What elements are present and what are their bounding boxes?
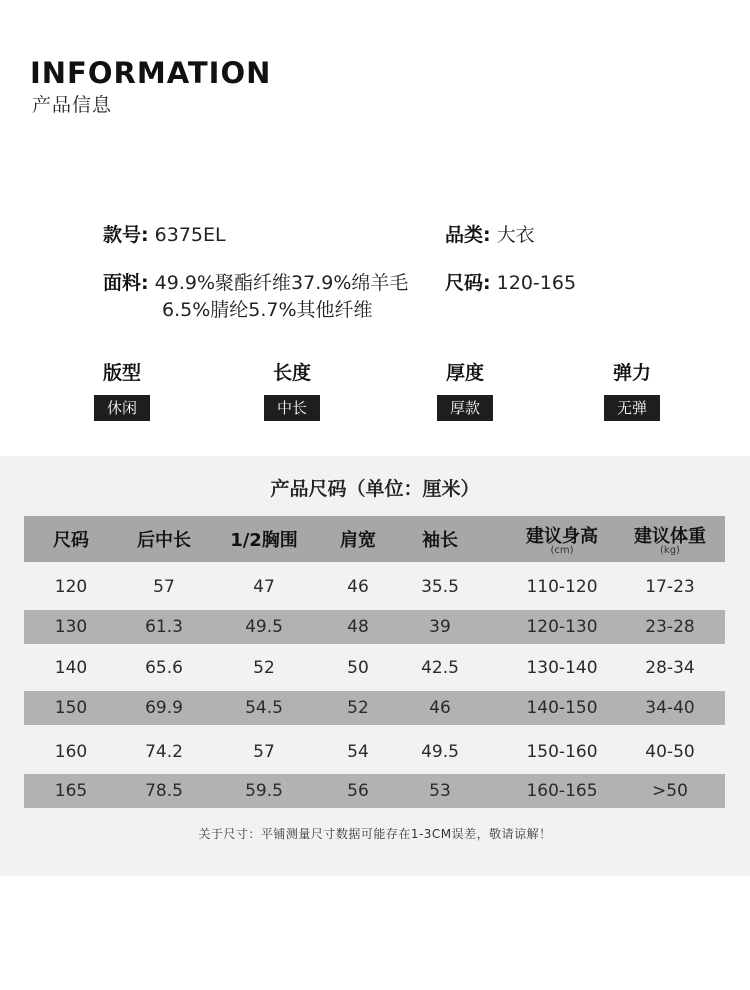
cell-half-chest: 59.5 bbox=[245, 781, 283, 801]
size-range-label: 尺码: bbox=[445, 272, 491, 294]
attribute-length-tag: 中长 bbox=[264, 395, 320, 421]
cell-size: 120 bbox=[54, 577, 88, 597]
cell-half-chest: 49.5 bbox=[245, 617, 283, 637]
header-weight bbox=[622, 516, 718, 562]
cell-height: 160-165 bbox=[526, 781, 598, 801]
cell-shoulder: 48 bbox=[347, 617, 369, 637]
cell-half-chest: 57 bbox=[253, 742, 275, 762]
attribute-thickness bbox=[410, 358, 520, 421]
attribute-elasticity-tag: 无弹 bbox=[604, 395, 660, 421]
cell-shoulder: 54 bbox=[347, 742, 369, 762]
header-half-chest-label: 1/2胸围 bbox=[230, 530, 298, 551]
cell-half-chest: 47 bbox=[253, 577, 275, 597]
table-row bbox=[24, 610, 725, 644]
style-number-value: 6375EL bbox=[154, 224, 226, 246]
size-range-value: 120-165 bbox=[496, 272, 577, 294]
category bbox=[445, 220, 535, 247]
header-sleeve-label: 袖长 bbox=[422, 530, 458, 551]
attribute-elasticity-title: 弹力 bbox=[612, 362, 651, 384]
cell-back-length: 74.2 bbox=[145, 742, 183, 762]
cell-shoulder: 50 bbox=[347, 658, 369, 678]
fabric-line-2: 6.5%腈纶5.7%其他纤维 bbox=[162, 299, 373, 321]
header-back-length-label: 后中长 bbox=[137, 530, 191, 551]
cell-height: 110-120 bbox=[526, 577, 598, 597]
cell-shoulder: 46 bbox=[347, 577, 369, 597]
cell-size: 150 bbox=[54, 698, 88, 718]
cell-sleeve: 46 bbox=[429, 698, 451, 718]
header-title-en: INFORMATION bbox=[30, 56, 272, 90]
header-weight-unit: (kg) bbox=[660, 545, 680, 556]
attribute-fit bbox=[67, 358, 177, 421]
attribute-length bbox=[237, 358, 347, 421]
header-size bbox=[24, 516, 118, 562]
header-height-label: 建议身高 bbox=[526, 526, 598, 547]
table-row bbox=[24, 570, 725, 604]
cell-sleeve: 49.5 bbox=[421, 742, 459, 762]
table-row bbox=[24, 691, 725, 725]
attribute-thickness-title: 厚度 bbox=[445, 362, 484, 384]
cell-height: 150-160 bbox=[526, 742, 598, 762]
cell-weight: 17-23 bbox=[645, 577, 695, 597]
attribute-length-title: 长度 bbox=[272, 362, 311, 384]
cell-height: 130-140 bbox=[526, 658, 598, 678]
cell-size: 165 bbox=[54, 781, 88, 801]
cell-shoulder: 56 bbox=[347, 781, 369, 801]
header-height bbox=[502, 516, 622, 562]
cell-weight: >50 bbox=[652, 781, 688, 801]
cell-weight: 28-34 bbox=[645, 658, 695, 678]
attribute-thickness-tag: 厚款 bbox=[437, 395, 493, 421]
fabric-label: 面料: bbox=[103, 272, 149, 294]
header-size-label: 尺码 bbox=[53, 530, 89, 551]
attribute-fit-title: 版型 bbox=[102, 362, 141, 384]
category-value: 大衣 bbox=[496, 224, 535, 246]
style-number-label: 款号: bbox=[103, 224, 149, 246]
cell-back-length: 69.9 bbox=[145, 698, 183, 718]
table-row bbox=[24, 735, 725, 769]
cell-back-length: 61.3 bbox=[145, 617, 183, 637]
cell-shoulder: 52 bbox=[347, 698, 369, 718]
header-title-cn: 产品信息 bbox=[32, 94, 113, 116]
attribute-fit-tag: 休闲 bbox=[94, 395, 150, 421]
header-height-unit: (cm) bbox=[550, 545, 574, 556]
table-row bbox=[24, 651, 725, 685]
fabric-line-1: 49.9%聚酯纤维37.9%绵羊毛 bbox=[154, 272, 409, 294]
fabric bbox=[103, 268, 408, 295]
cell-sleeve: 35.5 bbox=[421, 577, 459, 597]
cell-back-length: 57 bbox=[153, 577, 175, 597]
cell-size: 160 bbox=[54, 742, 88, 762]
cell-size: 130 bbox=[54, 617, 88, 637]
cell-height: 140-150 bbox=[526, 698, 598, 718]
attribute-elasticity bbox=[577, 358, 687, 421]
cell-sleeve: 53 bbox=[429, 781, 451, 801]
size-range bbox=[445, 268, 576, 295]
cell-size: 140 bbox=[54, 658, 88, 678]
style-number bbox=[103, 220, 226, 247]
cell-weight: 34-40 bbox=[645, 698, 695, 718]
size-table-header bbox=[24, 516, 725, 562]
cell-back-length: 78.5 bbox=[145, 781, 183, 801]
header-sleeve bbox=[398, 516, 482, 562]
header-shoulder-label: 肩宽 bbox=[340, 530, 376, 551]
header-half-chest bbox=[210, 516, 318, 562]
header-back-length bbox=[118, 516, 210, 562]
header-weight-label: 建议体重 bbox=[634, 526, 706, 547]
size-note: 关于尺寸：平铺测量尺寸数据可能存在1-3CM误差，敬请谅解！ bbox=[198, 827, 552, 841]
category-label: 品类: bbox=[445, 224, 491, 246]
cell-sleeve: 42.5 bbox=[421, 658, 459, 678]
cell-weight: 23-28 bbox=[645, 617, 695, 637]
cell-sleeve: 39 bbox=[429, 617, 451, 637]
header-shoulder bbox=[318, 516, 398, 562]
cell-half-chest: 52 bbox=[253, 658, 275, 678]
table-row bbox=[24, 774, 725, 808]
cell-height: 120-130 bbox=[526, 617, 598, 637]
size-table-title: 产品尺码（单位：厘米） bbox=[270, 478, 480, 500]
cell-half-chest: 54.5 bbox=[245, 698, 283, 718]
cell-back-length: 65.6 bbox=[145, 658, 183, 678]
cell-weight: 40-50 bbox=[645, 742, 695, 762]
